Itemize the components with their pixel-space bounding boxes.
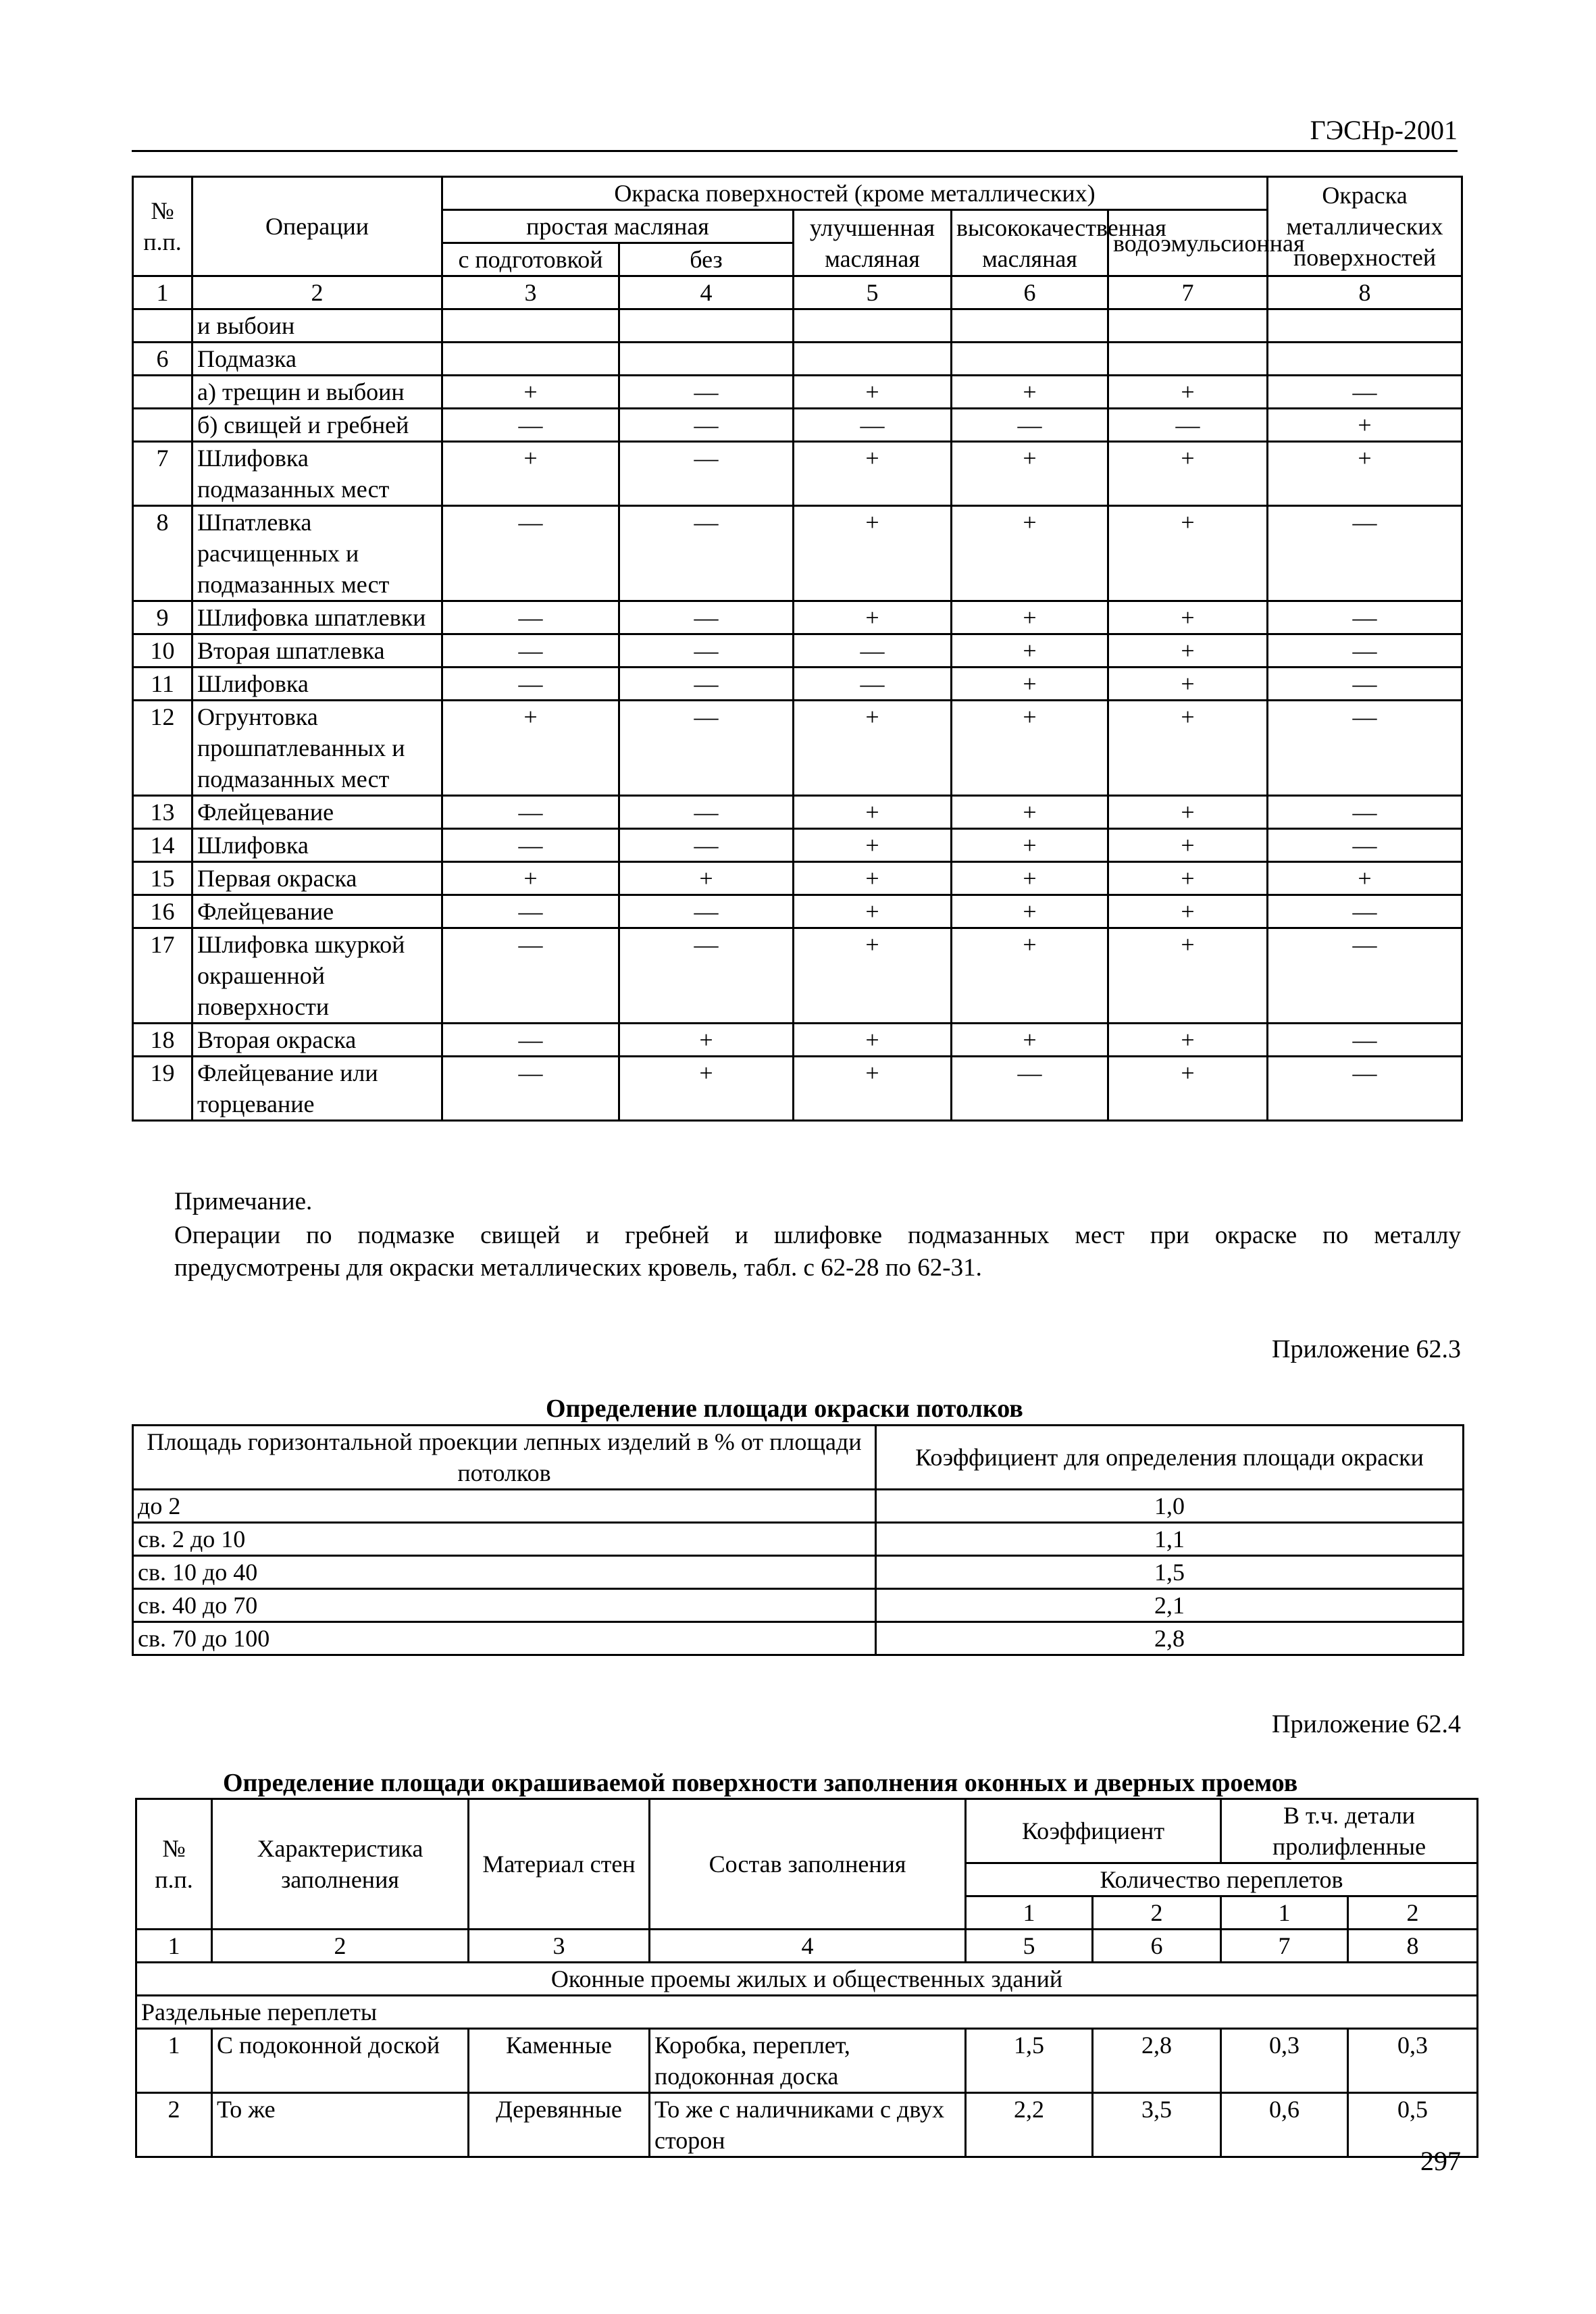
coef-value: 1,0: [876, 1490, 1464, 1523]
table-row: [133, 1622, 1464, 1655]
mark-cell: +: [794, 895, 952, 928]
col-num: 7: [1108, 276, 1268, 309]
mark-cell: +: [794, 1024, 952, 1057]
coef-value: 1,5: [966, 2029, 1093, 2093]
col-header-without: без: [619, 243, 794, 276]
col-num: 5: [794, 276, 952, 309]
operation-name: б) свищей и гребней: [192, 409, 442, 442]
mark-cell: +: [1108, 634, 1268, 668]
appendix-title: Определение площади окрашиваемой поверхности заполнения оконных и дверных проемов: [223, 1769, 1298, 1797]
row-num: 14: [133, 829, 192, 862]
mark-cell: +: [442, 442, 619, 506]
area-range: св. 70 до 100: [133, 1622, 876, 1655]
mark-cell: [442, 309, 619, 343]
operation-name: Шлифовка шкуркой окрашенной поверхности: [192, 928, 442, 1024]
mark-cell: —: [1268, 376, 1462, 409]
row-num: 18: [133, 1024, 192, 1057]
mark-cell: +: [1108, 1024, 1268, 1057]
coef-value: 2,8: [1093, 2029, 1221, 2093]
mark-cell: +: [1108, 796, 1268, 829]
mark-cell: +: [794, 1057, 952, 1121]
mark-cell: [1268, 309, 1462, 343]
row-num: 12: [133, 701, 192, 796]
mark-cell: +: [794, 376, 952, 409]
mark-cell: +: [1108, 1057, 1268, 1121]
mark-cell: —: [619, 506, 794, 601]
mark-cell: —: [619, 701, 794, 796]
mark-cell: —: [1108, 409, 1268, 442]
fill-characteristic: С подоконной доской: [212, 2029, 469, 2093]
openings-table: [135, 1798, 1478, 2158]
doc-code: ГЭСНр-2001: [1310, 115, 1458, 145]
sub-header: 1: [966, 1896, 1093, 1930]
table-row: [133, 668, 1462, 701]
coef-value: 1,5: [876, 1556, 1464, 1589]
mark-cell: +: [1108, 376, 1268, 409]
mark-cell: —: [442, 1057, 619, 1121]
row-num: 11: [133, 668, 192, 701]
note-title: Примечание.: [174, 1188, 313, 1215]
mark-cell: —: [952, 409, 1108, 442]
mark-cell: +: [794, 829, 952, 862]
mark-cell: —: [1268, 796, 1462, 829]
mark-cell: —: [794, 634, 952, 668]
col-num: 2: [212, 1930, 469, 1963]
mark-cell: +: [794, 701, 952, 796]
operation-name: Шлифовка подмазанных мест: [192, 442, 442, 506]
mark-cell: +: [952, 928, 1108, 1024]
col-num: 1: [136, 1930, 212, 1963]
table-row: [133, 829, 1462, 862]
mark-cell: —: [1268, 601, 1462, 634]
table-row: [133, 1024, 1462, 1057]
table-row: [136, 2029, 1478, 2093]
operation-name: и выбоин: [192, 309, 442, 343]
operation-name: Шлифовка: [192, 829, 442, 862]
row-num: 2: [136, 2093, 212, 2157]
table-row: [133, 895, 1462, 928]
mark-cell: +: [952, 442, 1108, 506]
coef-value: 0,6: [1221, 2093, 1348, 2157]
sub-header: 2: [1093, 1896, 1221, 1930]
table-row: [133, 506, 1462, 601]
note-line: предусмотрены для окраски металлических кровель, табл. с 62-28 по 62-31.: [174, 1254, 982, 1282]
table-row: [133, 1057, 1462, 1121]
row-num: 15: [133, 862, 192, 895]
subsection-row: Раздельные переплеты: [136, 1996, 1478, 2029]
col-num: 8: [1348, 1930, 1478, 1963]
mark-cell: —: [1268, 895, 1462, 928]
mark-cell: +: [952, 895, 1108, 928]
mark-cell: +: [1108, 442, 1268, 506]
mark-cell: —: [619, 928, 794, 1024]
mark-cell: —: [442, 601, 619, 634]
operation-name: Огрунтовка прошпатлеванных и подмазанных мест: [192, 701, 442, 796]
sub-header: 1: [1221, 1896, 1348, 1930]
col-num: 7: [1221, 1930, 1348, 1963]
mark-cell: +: [442, 862, 619, 895]
mark-cell: +: [619, 1024, 794, 1057]
row-num: [133, 376, 192, 409]
table-row: [133, 1556, 1464, 1589]
mark-cell: [1108, 343, 1268, 376]
col-num: 5: [966, 1930, 1093, 1963]
fill-composition: Коробка, переплет, подоконная доска: [650, 2029, 966, 2093]
col-num: 6: [952, 276, 1108, 309]
mark-cell: +: [1268, 409, 1462, 442]
col-header-with-prep: с подготовкой: [442, 243, 619, 276]
operation-name: Шлифовка шпатлевки: [192, 601, 442, 634]
col-header-hq: высококачественная масляная: [952, 210, 1108, 276]
wall-material: Каменные: [469, 2029, 650, 2093]
table-row: [133, 1490, 1464, 1523]
mark-cell: +: [952, 601, 1108, 634]
row-num: 16: [133, 895, 192, 928]
mark-cell: [619, 309, 794, 343]
table-row: [133, 1589, 1464, 1622]
mark-cell: [619, 343, 794, 376]
col-header-comp: Состав заполнения: [650, 1799, 966, 1930]
mark-cell: +: [1108, 862, 1268, 895]
table-row: [133, 701, 1462, 796]
mark-cell: —: [442, 409, 619, 442]
note-line: Операции по подмазке свищей и гребней и шлифовке подмазанных мест при окраске по металлу: [174, 1222, 1461, 1249]
col-num: 6: [1093, 1930, 1221, 1963]
table-row: [133, 409, 1462, 442]
mark-cell: [442, 343, 619, 376]
col-header-area: Площадь горизонтальной проекции лепных изделий в % от площади потолков: [133, 1426, 876, 1490]
col-header-water: водоэмульсионная: [1108, 210, 1268, 276]
operation-name: Шлифовка: [192, 668, 442, 701]
mark-cell: +: [794, 601, 952, 634]
col-num: 2: [192, 276, 442, 309]
row-num: 8: [133, 506, 192, 601]
operation-name: Подмазка: [192, 343, 442, 376]
col-header-wall: Материал стен: [469, 1799, 650, 1930]
mark-cell: —: [619, 634, 794, 668]
table-row: [133, 1523, 1464, 1556]
row-num: 19: [133, 1057, 192, 1121]
col-header-count: Количество переплетов: [966, 1863, 1478, 1896]
mark-cell: —: [1268, 1057, 1462, 1121]
mark-cell: +: [1108, 895, 1268, 928]
mark-cell: [1268, 343, 1462, 376]
area-range: св. 10 до 40: [133, 1556, 876, 1589]
col-header-num: № п.п.: [136, 1799, 212, 1930]
mark-cell: +: [1108, 506, 1268, 601]
mark-cell: —: [442, 668, 619, 701]
table-row: [133, 634, 1462, 668]
mark-cell: +: [1108, 668, 1268, 701]
row-num: [133, 309, 192, 343]
coef-value: 2,2: [966, 2093, 1093, 2157]
table-row: [133, 442, 1462, 506]
mark-cell: —: [619, 829, 794, 862]
table-row: [133, 601, 1462, 634]
page-number: 297: [1420, 2146, 1461, 2176]
area-range: до 2: [133, 1490, 876, 1523]
table-row: [133, 309, 1462, 343]
mark-cell: +: [952, 1024, 1108, 1057]
mark-cell: —: [1268, 928, 1462, 1024]
mark-cell: +: [952, 376, 1108, 409]
mark-cell: [952, 309, 1108, 343]
mark-cell: +: [952, 668, 1108, 701]
col-num: 8: [1268, 276, 1462, 309]
table-row: [133, 343, 1462, 376]
col-header-coef: Коэффициент: [966, 1799, 1221, 1863]
mark-cell: +: [794, 862, 952, 895]
col-header-prof: В т.ч. детали пролифленные: [1221, 1799, 1478, 1863]
fill-characteristic: То же: [212, 2093, 469, 2157]
col-header-coef: Коэффициент для определения площади окраски: [876, 1426, 1464, 1490]
operations-table: [132, 176, 1463, 1122]
coef-value: 0,3: [1221, 2029, 1348, 2093]
mark-cell: +: [1108, 928, 1268, 1024]
mark-cell: —: [1268, 634, 1462, 668]
col-num: 4: [650, 1930, 966, 1963]
note-body: [174, 1219, 1461, 1284]
col-header-num: № п.п.: [133, 177, 192, 276]
table-row: [133, 376, 1462, 409]
operation-name: Флейцевание: [192, 895, 442, 928]
area-range: св. 2 до 10: [133, 1523, 876, 1556]
operation-name: Флейцевание: [192, 796, 442, 829]
section-row: Оконные проемы жилых и общественных зданий: [136, 1963, 1478, 1996]
mark-cell: —: [619, 895, 794, 928]
ceiling-table: [132, 1424, 1464, 1656]
mark-cell: [794, 309, 952, 343]
coef-value: 0,3: [1348, 2029, 1478, 2093]
mark-cell: —: [794, 668, 952, 701]
page-header: [132, 115, 1458, 152]
mark-cell: —: [442, 506, 619, 601]
table-row: [136, 2093, 1478, 2157]
mark-cell: —: [442, 928, 619, 1024]
mark-cell: [1108, 309, 1268, 343]
mark-cell: —: [1268, 829, 1462, 862]
mark-cell: +: [619, 1057, 794, 1121]
mark-cell: —: [619, 601, 794, 634]
mark-cell: +: [952, 634, 1108, 668]
col-header-improved: улучшенная масляная: [794, 210, 952, 276]
col-header-group: Окраска поверхностей (кроме металлических): [442, 177, 1268, 210]
row-num: [133, 409, 192, 442]
table-row: [133, 796, 1462, 829]
row-num: 7: [133, 442, 192, 506]
col-num: 3: [469, 1930, 650, 1963]
mark-cell: —: [442, 796, 619, 829]
mark-cell: [952, 343, 1108, 376]
col-header-char: Характеристика заполнения: [212, 1799, 469, 1930]
mark-cell: +: [1108, 829, 1268, 862]
mark-cell: +: [952, 796, 1108, 829]
operation-name: а) трещин и выбоин: [192, 376, 442, 409]
operation-name: Шпатлевка расчищенных и подмазанных мест: [192, 506, 442, 601]
row-num: 9: [133, 601, 192, 634]
appendix-title: Определение площади окраски потолков: [546, 1394, 1023, 1423]
mark-cell: +: [619, 862, 794, 895]
col-header-metal: Окраска металлических поверхностей: [1268, 177, 1462, 276]
mark-cell: +: [1268, 442, 1462, 506]
appendix-label: Приложение 62.3: [1272, 1335, 1461, 1363]
mark-cell: +: [794, 796, 952, 829]
table-row: [133, 928, 1462, 1024]
row-num: 1: [136, 2029, 212, 2093]
mark-cell: [794, 343, 952, 376]
mark-cell: +: [952, 829, 1108, 862]
mark-cell: +: [794, 928, 952, 1024]
mark-cell: +: [794, 506, 952, 601]
appendix-label: Приложение 62.4: [1272, 1710, 1461, 1738]
col-num: 1: [133, 276, 192, 309]
mark-cell: —: [619, 668, 794, 701]
mark-cell: +: [952, 862, 1108, 895]
operation-name: Вторая шпатлевка: [192, 634, 442, 668]
mark-cell: —: [619, 376, 794, 409]
coef-value: 1,1: [876, 1523, 1464, 1556]
mark-cell: —: [442, 829, 619, 862]
row-num: 6: [133, 343, 192, 376]
operation-name: Флейцевание или торцевание: [192, 1057, 442, 1121]
mark-cell: +: [442, 376, 619, 409]
col-header-operations: Операции: [192, 177, 442, 276]
mark-cell: —: [619, 409, 794, 442]
table-row: [133, 862, 1462, 895]
mark-cell: +: [952, 506, 1108, 601]
wall-material: Деревянные: [469, 2093, 650, 2157]
mark-cell: —: [442, 895, 619, 928]
mark-cell: —: [794, 409, 952, 442]
coef-value: 3,5: [1093, 2093, 1221, 2157]
row-num: 17: [133, 928, 192, 1024]
row-num: 13: [133, 796, 192, 829]
mark-cell: —: [1268, 701, 1462, 796]
mark-cell: —: [442, 634, 619, 668]
mark-cell: +: [1268, 862, 1462, 895]
mark-cell: —: [442, 1024, 619, 1057]
fill-composition: То же с наличниками с двух сторон: [650, 2093, 966, 2157]
mark-cell: —: [619, 796, 794, 829]
operation-name: Вторая окраска: [192, 1024, 442, 1057]
mark-cell: —: [952, 1057, 1108, 1121]
sub-header: 2: [1348, 1896, 1478, 1930]
mark-cell: +: [952, 701, 1108, 796]
coef-value: 0,5: [1348, 2093, 1478, 2157]
mark-cell: +: [1108, 701, 1268, 796]
area-range: св. 40 до 70: [133, 1589, 876, 1622]
mark-cell: +: [1108, 601, 1268, 634]
col-num: 3: [442, 276, 619, 309]
mark-cell: +: [794, 442, 952, 506]
col-header-simple: простая масляная: [442, 210, 794, 243]
mark-cell: —: [1268, 668, 1462, 701]
mark-cell: +: [442, 701, 619, 796]
coef-value: 2,1: [876, 1589, 1464, 1622]
mark-cell: —: [1268, 1024, 1462, 1057]
operation-name: Первая окраска: [192, 862, 442, 895]
row-num: 10: [133, 634, 192, 668]
col-num: 4: [619, 276, 794, 309]
mark-cell: —: [1268, 506, 1462, 601]
coef-value: 2,8: [876, 1622, 1464, 1655]
mark-cell: —: [619, 442, 794, 506]
